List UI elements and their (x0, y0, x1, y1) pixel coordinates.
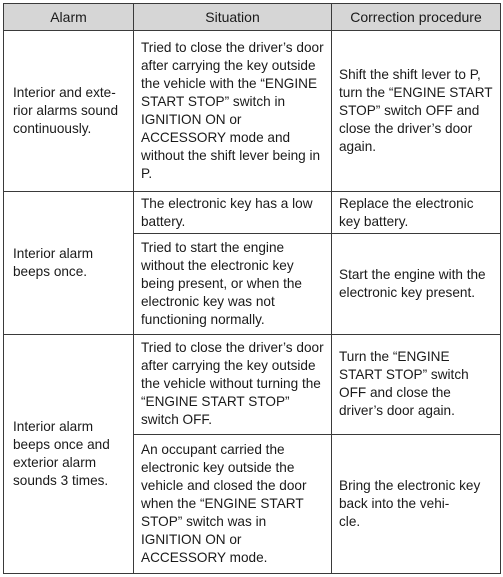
header-correction: Correction procedure (332, 4, 501, 31)
alarm-cell: Interior alarm beeps once. (4, 191, 134, 334)
alarm-table (3, 3, 501, 574)
situation-cell: An occupant carried the electronic key outside the vehicle and closed the door when the “ENGINE START STOP” switch was in IGNITION ON or ACCESSORY mode. (134, 434, 332, 573)
header-row (4, 4, 501, 31)
table-row (4, 334, 501, 434)
correction-cell: Bring the electronic key back into the vehi- cle. (332, 434, 501, 573)
situation-cell: Tried to start the engine without the electronic key being present, or when the electronic key was not functioning normally. (134, 234, 332, 334)
situation-cell: Tried to close the driver’s door after carrying the key outside the vehicle with the “ENGINE START STOP” switch in IGNITION ON or ACCESSORY mode and without the shift lever being in P. (134, 31, 332, 192)
situation-cell: Tried to close the driver’s door after carrying the key outside the vehicle without turning the “ENGINE START STOP” switch OFF. (134, 334, 332, 434)
alarm-cell: Interior and exte- rior alarms sound continuously. (4, 31, 134, 192)
correction-cell: Shift the shift lever to P, turn the “ENGINE START STOP” switch OFF and close the driver’s door again. (332, 31, 501, 192)
situation-cell: The electronic key has a low battery. (134, 191, 332, 234)
correction-cell: Start the engine with the electronic key present. (332, 234, 501, 334)
header-situation: Situation (134, 4, 332, 31)
alarm-cell: Interior alarm beeps once and exterior alarm sounds 3 times. (4, 334, 134, 573)
correction-cell: Replace the electronic key battery. (332, 191, 501, 234)
correction-cell: Turn the “ENGINE START STOP” switch OFF and close the driver’s door again. (332, 334, 501, 434)
header-alarm: Alarm (4, 4, 134, 31)
table-row (4, 191, 501, 234)
table-row (4, 31, 501, 192)
